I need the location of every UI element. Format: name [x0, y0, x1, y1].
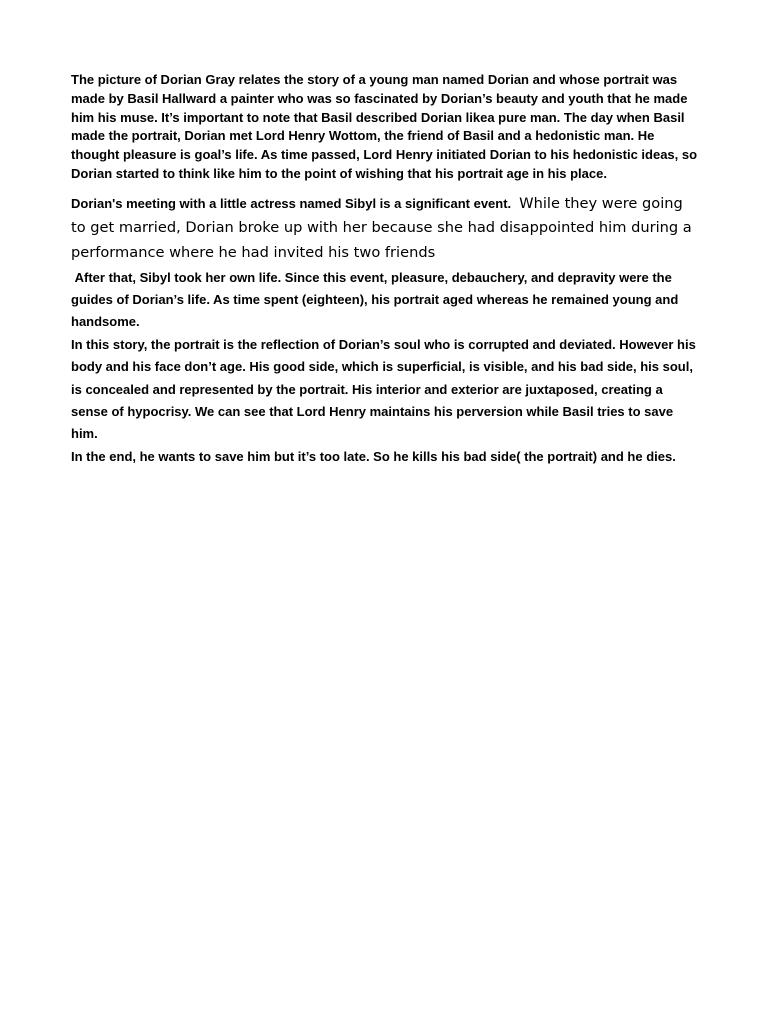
after-paragraph: After that, Sibyl took her own life. Since this event, pleasure, debauchery, and depravity were the guides of Dorian’s life. As time spent (eighteen), his portrait aged whereas he remained young and handsome.: [71, 269, 682, 330]
ending-paragraph: In the end, he wants to save him but it’s too late. So he kills his bad side( the portrait) and he dies.: [71, 448, 676, 464]
sibyl-bold-text: Dorian's meeting with a little actress named Sibyl is a significant event.: [71, 195, 512, 211]
intro-paragraph: The picture of Dorian Gray relates the story of a young man named Dorian and whose portrait was made by Basil Hallward a painter who was so fascinated by Dorian’s beauty and youth that he made him his muse. It’s important to note that Basil described Dorian likea pure man. The day when Basil made the portrait, Dorian met Lord Henry Wottom, the friend of Basil and a hedonistic man. He thought pleasure is goal’s life. As time passed, Lord Henry initiated Dorian to his hedonistic ideas, so Dorian started to think like him to the point of wishing that his portrait age in his place.: [71, 72, 698, 181]
reflection-paragraph: In this story, the portrait is the reflection of Dorian’s soul who is corrupted and deviated. However his body and his face don’t age. His good side, which is superficial, is visible, and his bad side, his soul, is concealed and represented by the portrait. His interior and exterior are juxtaposed, creating a sense of hypocrisy. We can see that Lord Henry maintains his perversion while Basil tries to save him.: [71, 336, 696, 442]
document-page: [71, 71, 701, 468]
sibyl-paragraph: [71, 192, 701, 266]
sibyl-normal-text: While they were going to get married, Dorian broke up with her because she had disappointed him during a performance where he had invited his two friends: [71, 194, 692, 261]
